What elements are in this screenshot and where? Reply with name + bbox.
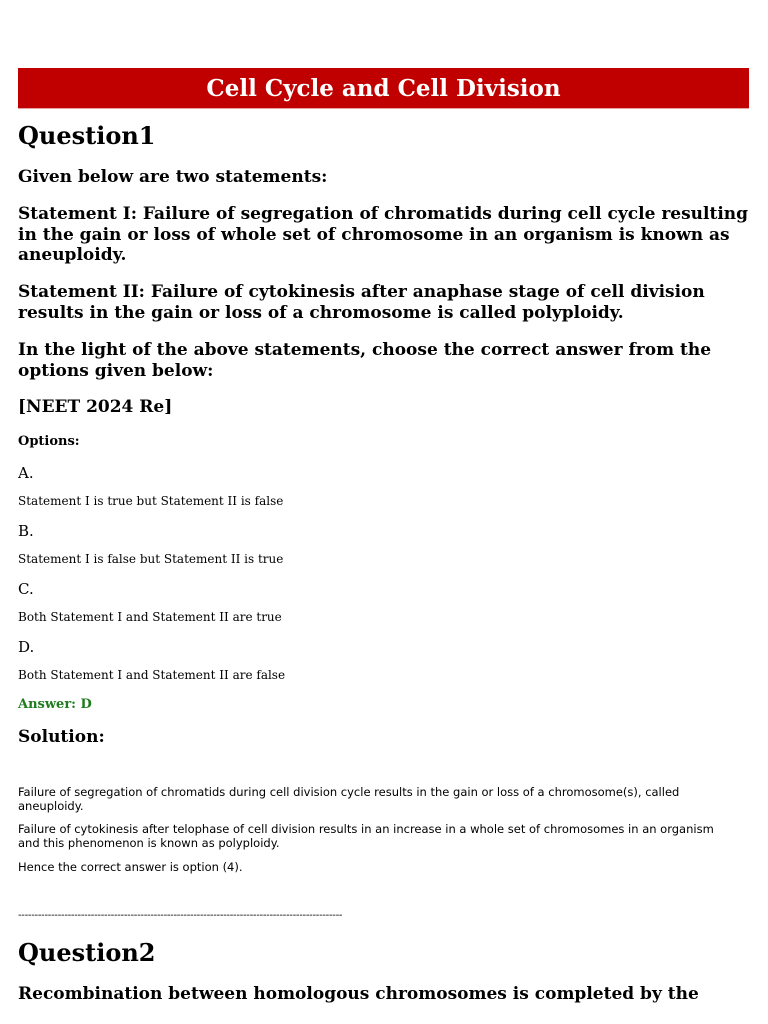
question-instruction: In the light of the above statements, choose the correct answer from the options given below: (18, 340, 712, 381)
question-2-heading: Question2 (18, 938, 156, 967)
question-intro: Given below are two statements: (18, 167, 328, 187)
solution-paragraph-1: Failure of segregation of chromatids during cell division cycle results in the gain or loss of a chromosome(s), called aneuploidy. (18, 785, 680, 813)
question-1-heading: Question1 (18, 121, 156, 150)
chapter-title-banner (18, 68, 749, 109)
statement-1: Statement I: Failure of segregation of chromatids during cell cycle resulting in the gain or loss of whole set of chromosome in an organism is known as aneuploidy. (18, 204, 749, 265)
option-d-text: Both Statement I and Statement II are false (18, 668, 286, 682)
option-c-letter: C. (18, 580, 34, 598)
question-2-text: Recombination between homologous chromosomes is completed by the (18, 984, 699, 1004)
option-b-letter: B. (18, 522, 34, 540)
option-a-text: Statement I is true but Statement II is false (18, 494, 284, 508)
option-a-letter: A. (18, 464, 34, 482)
solution-heading: Solution: (18, 727, 105, 747)
solution-paragraph-2: Failure of cytokinesis after telophase of cell division results in an increase in a whole set of chromosomes in an organism and this phenomenon is known as polyploidy. (18, 822, 714, 850)
question-divider: -------------------------------------------------------------------------------------------------- (18, 910, 343, 921)
answer-text: Answer: D (18, 697, 92, 712)
solution-paragraph-3: Hence the correct answer is option (4). (18, 860, 243, 874)
option-d-letter: D. (18, 638, 35, 656)
question-source: [NEET 2024 Re] (18, 397, 173, 417)
options-label: Options: (18, 434, 80, 449)
chapter-title: Cell Cycle and Cell Division (206, 74, 561, 102)
option-b-text: Statement I is false but Statement II is true (18, 552, 284, 566)
statement-2: Statement II: Failure of cytokinesis after anaphase stage of cell division results in the gain or loss of a chromosome is called polyploidy. (18, 282, 705, 323)
option-c-text: Both Statement I and Statement II are true (18, 610, 282, 624)
